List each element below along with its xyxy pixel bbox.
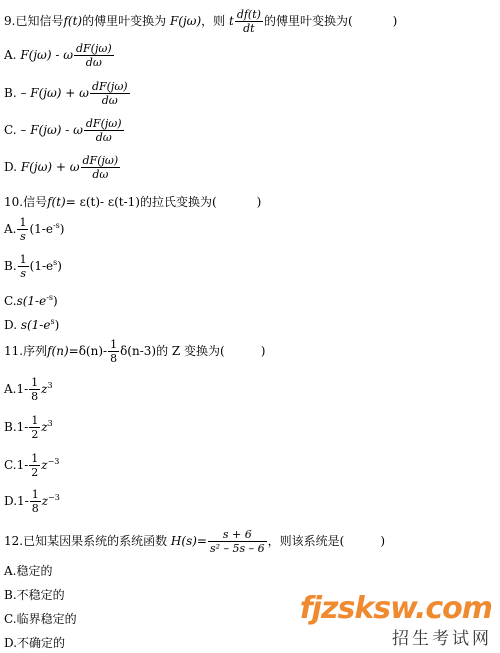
q11-option-b: B.1- $\frac{1}{2}$ $z^3$ bbox=[4, 414, 53, 441]
q9-ft: f(t) bbox=[63, 14, 83, 28]
q12-option-d: D.不确定的 bbox=[4, 636, 66, 650]
q10-option-d: D. $s(1-e^s)$ bbox=[4, 317, 60, 332]
q12-option-c: C.临界稳定的 bbox=[4, 612, 77, 626]
q10-stem: 10.信号f(t)= ε(t)- ε(t-1)的拉氏变换为( ) bbox=[4, 195, 262, 209]
q12-option-a: A.稳定的 bbox=[4, 564, 53, 578]
q10-option-a: A. $\frac{1}{s}$ $(1-e^{-s})$ bbox=[4, 216, 65, 243]
q10-option-c: $C.s(1-e^{-s})$ bbox=[4, 293, 58, 308]
q9-option-c: C. – F(jω) - ω $\frac{dF(j\omega)}{d\omega}$ bbox=[4, 117, 122, 144]
q12-fraction: $\frac{s + 6}{\text{s² – 5s – 6}}$ bbox=[209, 528, 265, 555]
site-watermark bbox=[299, 591, 492, 649]
watermark-logo: fjzsksw.com bbox=[299, 591, 492, 626]
q12-option-b: B.不稳定的 bbox=[4, 588, 65, 602]
q9-stem: 9.已知信号f(t)的傅里叶变换为 F(jω)，则 t $\frac{df(t)}{dt}$ 的傅里叶变换为( ) bbox=[4, 8, 398, 35]
q11-option-d: D.1- $\frac{1}{8}$ $z^{-3}$ bbox=[4, 488, 60, 515]
q10-option-b: B. $\frac{1}{s}$ $(1-e^s)$ bbox=[4, 253, 62, 280]
q11-option-c: C.1- $\frac{1}{2}$ $z^{-3}$ bbox=[4, 452, 60, 479]
q9-option-b: B. – F(jω) + ω $\frac{dF(j\omega)}{d\omega}$ bbox=[4, 80, 128, 107]
q9-fraction: $\frac{df(t)}{dt}$ bbox=[236, 8, 261, 35]
q11-option-a: A.1- $\frac{1}{8}$ $z^3$ bbox=[4, 376, 53, 403]
q11-stem: 11.序列f(n)=δ(n)- $\frac{1}{8}$ δ(n-3)的 Z 变换为( ) bbox=[4, 338, 266, 365]
q9-option-d: D. F(jω) + ω $\frac{dF(j\omega)}{d\omega}$ bbox=[4, 154, 119, 181]
q12-stem: 12.已知某因果系统的系统函数 H(s)= $\frac{s + 6}{\text{s² – 5s – 6}}$ ，则该系统是( ) bbox=[4, 528, 386, 555]
watermark-text: 招生考试网 bbox=[392, 629, 492, 649]
q9-option-a: A. F(jω) - ω $\frac{dF(j\omega)}{d\omega}$ bbox=[4, 42, 112, 69]
